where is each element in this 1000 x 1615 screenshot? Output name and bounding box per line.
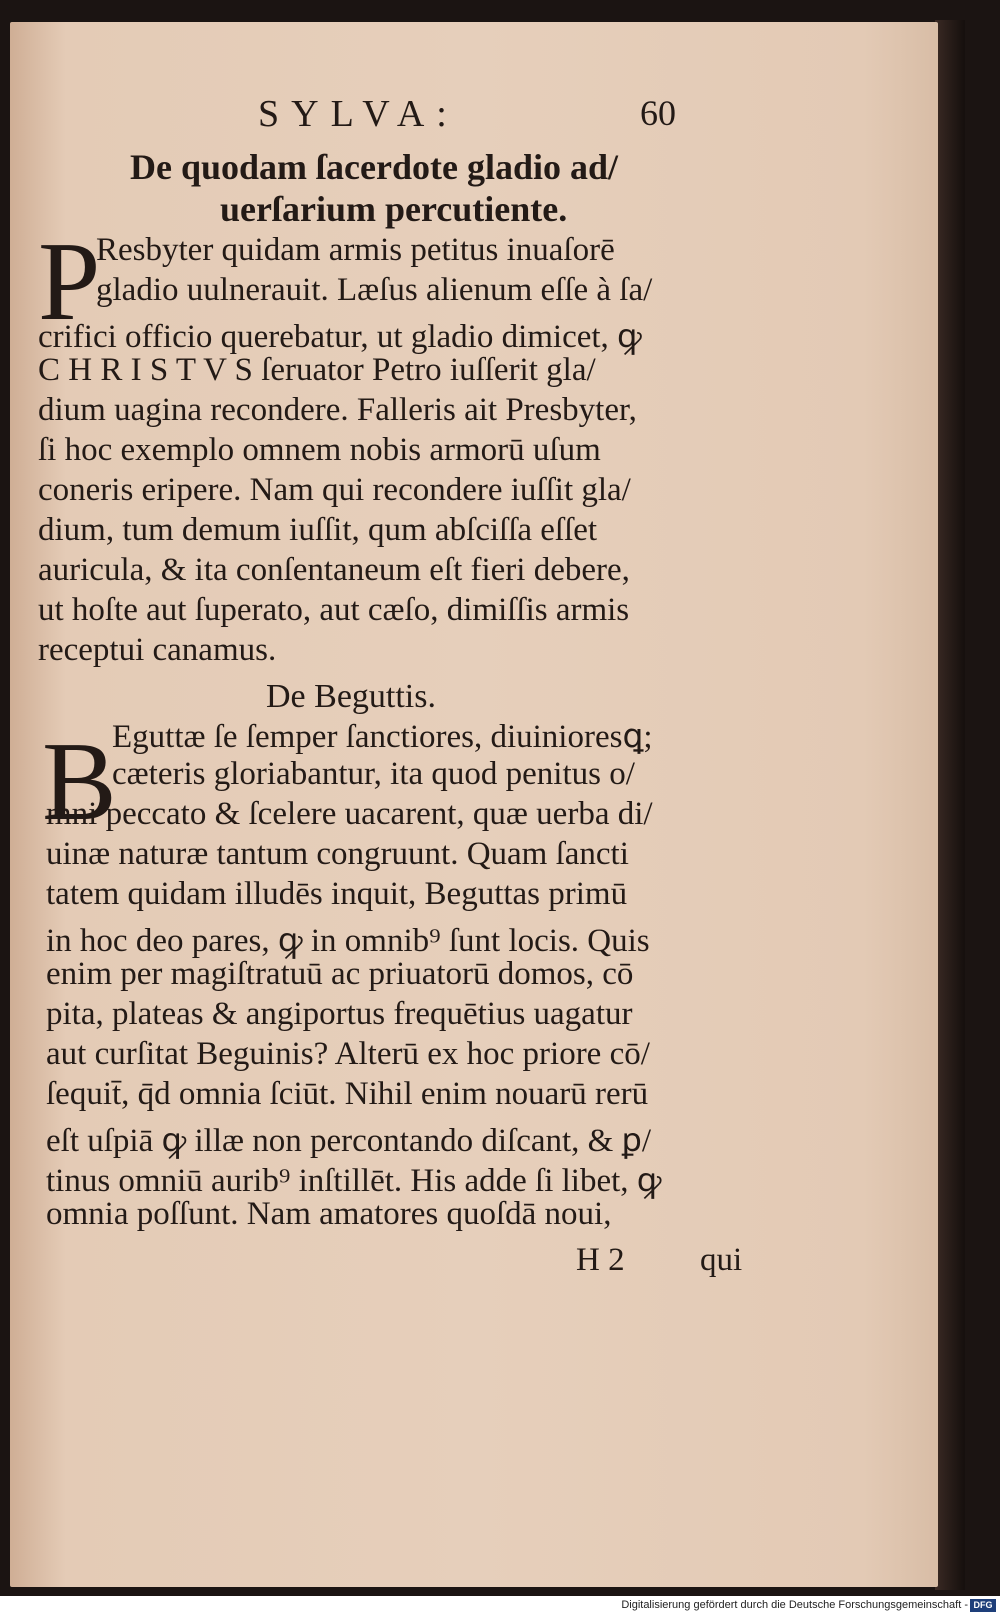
text-line: ſequit̄, q̄d omnia ſciūt. Nihil enim nouarū rerū xyxy=(46,1076,649,1112)
text-line: aut curſitat Beguinis? Alterū ex hoc priore cō/ xyxy=(46,1036,650,1072)
text-line: Eguttæ ſe ſemper ſanctiores, diuinioresꝗ; xyxy=(112,719,653,755)
catchword: qui xyxy=(700,1242,743,1278)
folio-number: 60 xyxy=(640,93,676,133)
text-line: coneris eripere. Nam qui recondere iuſſit gla/ xyxy=(38,472,631,508)
text-line: tinus omniū aurib⁹ inſtillēt. His adde ſi libet, ꝙ xyxy=(46,1163,662,1199)
text-line: tatem quidam illudēs inquit, Beguttas primū xyxy=(46,876,628,912)
text-line: pita, plateas & angiportus frequētius uagatur xyxy=(46,996,633,1032)
text-line: in hoc deo pares, ꝙ in omnib⁹ ſunt locis. Quis xyxy=(46,923,650,959)
text-line: Resbyter quidam armis petitus inuaſorē xyxy=(96,232,615,268)
text-line: omnia poſſunt. Nam amatores quoſdā noui, xyxy=(46,1196,612,1232)
text-line: dium, tum demum iuſſit, qum abſciſſa eſſet xyxy=(38,512,598,548)
text-line: C H R I S T V S ſeruator Petro iuſſerit gla/ xyxy=(38,352,596,388)
drop-cap-p: P xyxy=(38,220,101,344)
text-line: auricula, & ita conſentaneum eſt fieri debere, xyxy=(38,552,630,588)
text-line: receptui canamus. xyxy=(38,632,277,668)
text-line: dium uagina recondere. Falleris ait Presbyter, xyxy=(38,392,637,428)
text-line: ut hoſte aut ſuperato, aut cæſo, dimiſſis armis xyxy=(38,592,630,628)
page-edge xyxy=(935,20,965,1590)
text-line: cæteris gloriabantur, ita quod penitus o/ xyxy=(112,756,635,792)
text-line: ſi hoc exemplo omnem nobis armorū uſum xyxy=(38,432,601,468)
text-line: crifici officio querebatur, ut gladio dimicet, ꝙ xyxy=(38,319,642,355)
signature-mark: H 2 xyxy=(576,1242,625,1278)
text-line: eſt uſpiā ꝙ illæ non percontando diſcant, & ꝑ/ xyxy=(46,1123,652,1159)
digitization-footer xyxy=(0,1596,1000,1615)
section2-title: De Beguttis. xyxy=(266,678,436,715)
section1-title-line2: uerſarium percutiente. xyxy=(220,189,568,229)
text-line: mni peccato & ſcelere uacarent, quæ uerba di/ xyxy=(46,796,653,832)
text-line: gladio uulnerauit. Læſus alienum eſſe à ſa/ xyxy=(96,272,653,308)
text-line: enim per magiſtratuū ac priuatorū domos, cō xyxy=(46,956,634,992)
drop-cap-b: B xyxy=(42,720,117,844)
dfg-logo: DFG xyxy=(970,1599,996,1612)
footer-text: Digitalisierung gefördert durch die Deutsche Forschungsgemeinschaft - xyxy=(621,1599,968,1611)
text-line: uinæ naturæ tantum congruunt. Quam ſancti xyxy=(46,836,629,872)
running-title: SYLVA: xyxy=(258,93,459,135)
section1-title-line1: De quodam ſacerdote gladio ad/ xyxy=(130,147,619,187)
